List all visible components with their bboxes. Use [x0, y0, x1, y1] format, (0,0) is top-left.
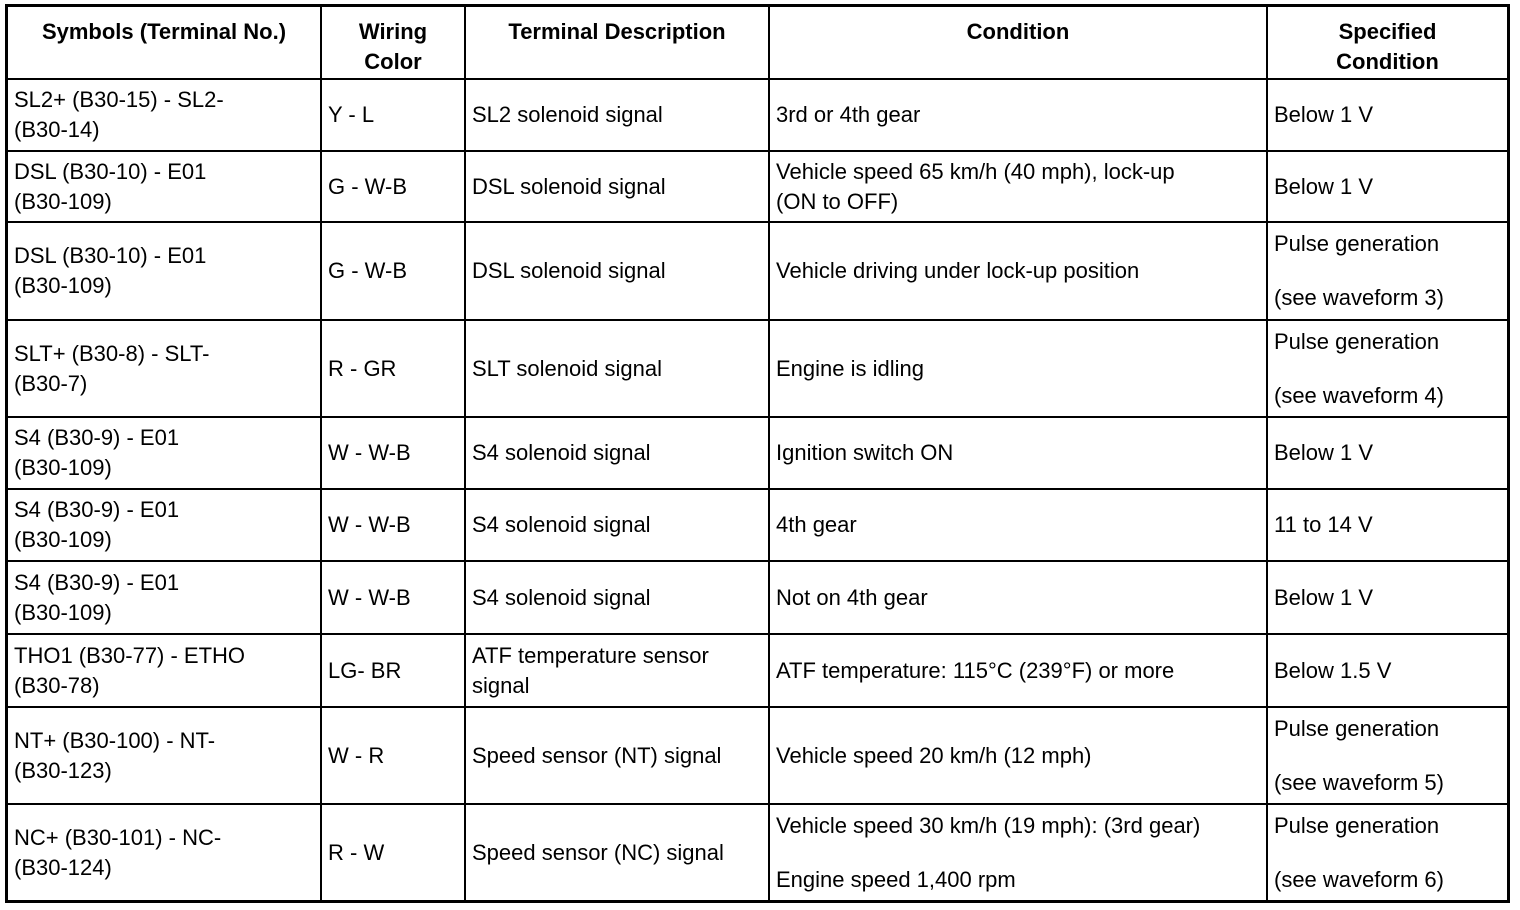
cell-description: Speed sensor (NT) signal: [465, 707, 769, 804]
header-terminal-description: Terminal Description: [465, 6, 769, 79]
cell-specified-condition: Below 1 V: [1267, 561, 1508, 634]
cell-condition: Engine is idling: [769, 320, 1267, 417]
cell-condition: 3rd or 4th gear: [769, 79, 1267, 151]
table-row: [7, 79, 1508, 151]
cell-symbols: SL2+ (B30-15) - SL2- (B30-14): [7, 79, 321, 151]
cell-specified-condition: Below 1 V: [1267, 417, 1508, 489]
table-row: [7, 561, 1508, 634]
cell-wiring-color: W - W-B: [321, 561, 465, 634]
cell-symbols: S4 (B30-9) - E01 (B30-109): [7, 417, 321, 489]
cell-description: DSL solenoid signal: [465, 151, 769, 222]
cell-description: SL2 solenoid signal: [465, 79, 769, 151]
cell-wiring-color: G - W-B: [321, 151, 465, 222]
cell-description: S4 solenoid signal: [465, 417, 769, 489]
terminal-spec-table: [6, 5, 1509, 902]
cell-specified-condition: Below 1 V: [1267, 151, 1508, 222]
cell-specified-condition: Pulse generation (see waveform 5): [1267, 707, 1508, 804]
cell-symbols: NT+ (B30-100) - NT- (B30-123): [7, 707, 321, 804]
cell-condition: Vehicle driving under lock-up position: [769, 222, 1267, 320]
cell-specified-condition: Below 1.5 V: [1267, 634, 1508, 707]
cell-condition: Not on 4th gear: [769, 561, 1267, 634]
cell-symbols: SLT+ (B30-8) - SLT- (B30-7): [7, 320, 321, 417]
header-symbols: Symbols (Terminal No.): [7, 6, 321, 79]
header-condition: Condition: [769, 6, 1267, 79]
cell-symbols: S4 (B30-9) - E01 (B30-109): [7, 561, 321, 634]
cell-wiring-color: W - W-B: [321, 417, 465, 489]
cell-symbols: DSL (B30-10) - E01 (B30-109): [7, 151, 321, 222]
cell-specified-condition: Pulse generation (see waveform 6): [1267, 804, 1508, 901]
cell-description: DSL solenoid signal: [465, 222, 769, 320]
cell-symbols: NC+ (B30-101) - NC- (B30-124): [7, 804, 321, 901]
header-wiring-color: Wiring Color: [321, 6, 465, 79]
cell-condition: Vehicle speed 65 km/h (40 mph), lock-up (ON to OFF): [769, 151, 1267, 222]
table-row: [7, 222, 1508, 320]
cell-condition: ATF temperature: 115°C (239°F) or more: [769, 634, 1267, 707]
cell-specified-condition: Pulse generation (see waveform 3): [1267, 222, 1508, 320]
cell-specified-condition: 11 to 14 V: [1267, 489, 1508, 561]
cell-condition: Vehicle speed 30 km/h (19 mph): (3rd gear) Engine speed 1,400 rpm: [769, 804, 1267, 901]
cell-wiring-color: W - R: [321, 707, 465, 804]
cell-symbols: S4 (B30-9) - E01 (B30-109): [7, 489, 321, 561]
cell-description: ATF temperature sensor signal: [465, 634, 769, 707]
table-row: [7, 320, 1508, 417]
cell-wiring-color: G - W-B: [321, 222, 465, 320]
cell-description: SLT solenoid signal: [465, 320, 769, 417]
cell-condition: 4th gear: [769, 489, 1267, 561]
cell-condition: Ignition switch ON: [769, 417, 1267, 489]
cell-wiring-color: R - W: [321, 804, 465, 901]
cell-symbols: DSL (B30-10) - E01 (B30-109): [7, 222, 321, 320]
cell-specified-condition: Below 1 V: [1267, 79, 1508, 151]
cell-description: Speed sensor (NC) signal: [465, 804, 769, 901]
cell-wiring-color: R - GR: [321, 320, 465, 417]
cell-wiring-color: W - W-B: [321, 489, 465, 561]
table-row: [7, 634, 1508, 707]
cell-wiring-color: Y - L: [321, 79, 465, 151]
cell-description: S4 solenoid signal: [465, 489, 769, 561]
table-row: [7, 151, 1508, 222]
table-row: [7, 489, 1508, 561]
cell-wiring-color: LG- BR: [321, 634, 465, 707]
table-row: [7, 417, 1508, 489]
cell-description: S4 solenoid signal: [465, 561, 769, 634]
header-specified-condition: Specified Condition: [1267, 6, 1508, 79]
cell-symbols: THO1 (B30-77) - ETHO (B30-78): [7, 634, 321, 707]
header-row: [7, 6, 1508, 79]
cell-specified-condition: Pulse generation (see waveform 4): [1267, 320, 1508, 417]
table-row: [7, 707, 1508, 804]
cell-condition: Vehicle speed 20 km/h (12 mph): [769, 707, 1267, 804]
table-row: [7, 804, 1508, 901]
